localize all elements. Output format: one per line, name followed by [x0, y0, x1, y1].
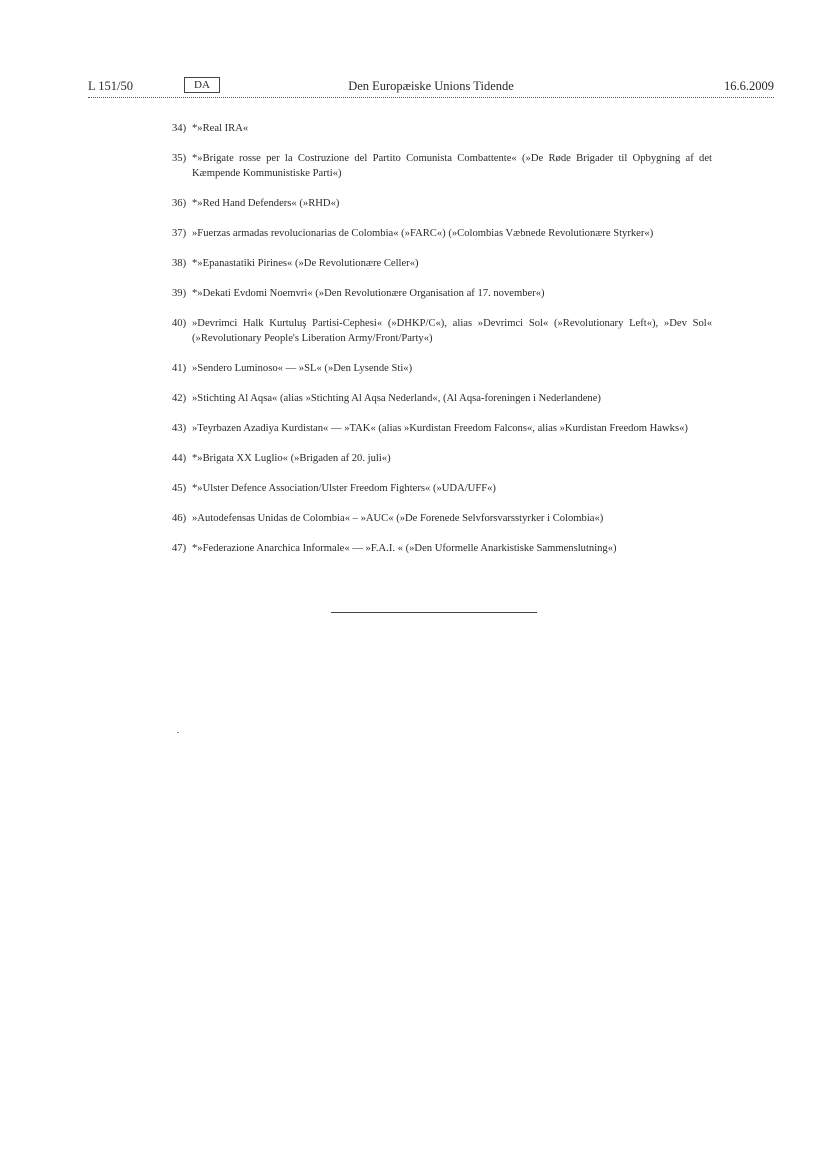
list-item-text: *»Dekati Evdomi Noemvri« (»Den Revolutionære Organisation af 17. november«): [192, 288, 545, 299]
list-item: [172, 391, 712, 406]
list-item-text: »Stichting Al Aqsa« (alias »Stichting Al Aqsa Nederland«, (Al Aqsa-foreningen i Nederlandene): [192, 393, 601, 404]
list-item-text: *»Federazione Anarchica Informale« — »F.A.I. « (»Den Uformelle Anarkistiske Sammenslutning«): [192, 543, 617, 554]
list-item-number: 47): [172, 543, 187, 554]
list-item-number: 42): [172, 393, 187, 404]
header-divider: [88, 97, 774, 98]
list-item: [172, 226, 712, 241]
list-item-number: 46): [172, 513, 187, 524]
list-item: [172, 316, 712, 346]
list-item-number: 34): [172, 123, 187, 134]
list-item-number: 40): [172, 318, 187, 329]
list-item: [172, 481, 712, 496]
list-item: [172, 451, 712, 466]
list-item-text: »Devrimci Halk Kurtuluş Partisi-Cephesi« (»DHKP/C«), alias »Devrimci Sol« (»Revolutionary Left«), »Dev Sol« (»Revolutionary People's Liberation Army/Front/Party«): [192, 318, 712, 344]
page-reference: L 151/50: [88, 79, 134, 93]
list-item: [172, 256, 712, 271]
list-item: [172, 121, 712, 136]
list-item-number: 39): [172, 288, 187, 299]
language-code-box: DA: [184, 77, 220, 93]
page-header: [88, 78, 774, 94]
list-item-number: 41): [172, 363, 187, 374]
list-item: [172, 421, 712, 436]
list-item: [172, 541, 712, 556]
list-item-text: *»Ulster Defence Association/Ulster Freedom Fighters« (»UDA/UFF«): [192, 483, 496, 494]
scan-speck: [177, 732, 179, 733]
list-item-number: 44): [172, 453, 187, 464]
list-item: [172, 511, 712, 526]
list-item-number: 35): [172, 153, 187, 164]
list-item: [172, 361, 712, 376]
list-item-number: 38): [172, 258, 187, 269]
list-item-text: *»Brigate rosse per la Costruzione del Partito Comunista Combattente« (»De Røde Brigader til Opbygning af det Kæmpende Kommunistiske Parti«): [192, 153, 712, 179]
list-item-text: *»Epanastatiki Pirines« (»De Revolutionære Celler«): [192, 258, 419, 269]
list-item-text: *»Brigata XX Luglio« (»Brigaden af 20. juli«): [192, 453, 391, 464]
list-item-text: *»Real IRA«: [192, 123, 249, 134]
list-item-number: 43): [172, 423, 187, 434]
journal-title: Den Europæiske Unions Tidende: [348, 79, 514, 93]
list-item-number: 45): [172, 483, 187, 494]
list-item: [172, 151, 712, 181]
list-item-text: »Autodefensas Unidas de Colombia« – »AUC« (»De Forenede Selvforsvarsstyrker i Colombia«): [192, 513, 604, 524]
list-item-number: 37): [172, 228, 187, 239]
list-item: [172, 196, 712, 211]
list-item: [172, 286, 712, 301]
publication-date: 16.6.2009: [724, 79, 774, 93]
list-item-text: »Fuerzas armadas revolucionarias de Colombia« (»FARC«) (»Colombias Væbnede Revolutionære Styrker«): [192, 228, 654, 239]
list-item-text: *»Red Hand Defenders« (»RHD«): [192, 198, 340, 209]
list-item-text: »Sendero Luminoso« — »SL« (»Den Lysende Sti«): [192, 363, 413, 374]
list-item-text: »Teyrbazen Azadiya Kurdistan« — »TAK« (alias »Kurdistan Freedom Falcons«, alias »Kurdistan Freedom Hawks«): [192, 423, 688, 434]
end-of-section-rule: [331, 612, 537, 613]
organisation-list: [172, 121, 712, 571]
list-item-number: 36): [172, 198, 187, 209]
